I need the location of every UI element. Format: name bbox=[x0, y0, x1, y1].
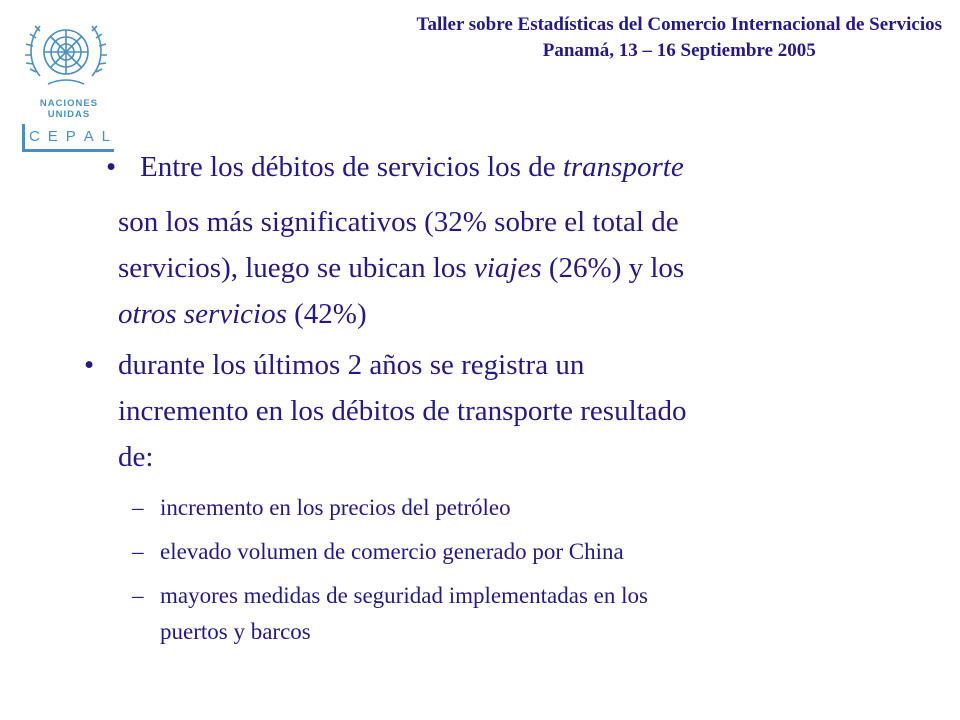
bullet-2-line-2: incremento en los débitos de transporte resultado bbox=[118, 395, 687, 427]
bullet-1-text: servicios), luego se ubican los bbox=[118, 252, 474, 284]
bullet-1-text: (26%) y los bbox=[541, 252, 685, 284]
sub-item-2-dash: – bbox=[132, 539, 144, 564]
acronym-letter: E bbox=[47, 128, 58, 145]
header-subtitle: Panamá, 13 – 16 Septiembre 2005 bbox=[542, 40, 816, 61]
bullet-1-marker: • bbox=[106, 151, 117, 183]
bullet-2-line-3: de: bbox=[118, 441, 154, 473]
otros-servicios-term: otros servicios bbox=[118, 298, 287, 330]
sub-item-3-line-2: puertos y barcos bbox=[160, 619, 311, 644]
sub-item-3-line-1: mayores medidas de seguridad implementadas en los bbox=[160, 583, 648, 608]
bullet-1-line-2: son los más significativos (32% sobre el total de bbox=[118, 206, 679, 238]
sub-item-3-dash: – bbox=[132, 583, 144, 608]
header-title: Taller sobre Estadísticas del Comercio Internacional de Servicios bbox=[416, 14, 942, 35]
bullet-1-line-3 bbox=[118, 247, 684, 290]
bullet-2-marker: • bbox=[84, 349, 95, 381]
viajes-term: viajes bbox=[473, 252, 542, 284]
acronym-letter: A bbox=[83, 128, 94, 145]
bullet-1-text: Entre los débitos de servicios los de bbox=[140, 151, 563, 183]
bullet-2-line-1: durante los últimos 2 años se registra un bbox=[118, 349, 585, 381]
sub-item-1: incremento en los precios del petróleo bbox=[160, 495, 511, 520]
transporte-term: transporte bbox=[562, 151, 684, 183]
sub-item-1-dash: – bbox=[132, 495, 144, 520]
acronym-letter: L bbox=[101, 128, 110, 145]
bullet-1-text: (42%) bbox=[286, 298, 367, 330]
org-name: NACIONES UNIDAS bbox=[39, 98, 99, 120]
bullet-1-line-4 bbox=[118, 293, 367, 336]
acronym-letter: C bbox=[29, 128, 40, 145]
sub-item-2: elevado volumen de comercio generado por China bbox=[160, 539, 624, 564]
bullet-1-line-1 bbox=[140, 146, 684, 189]
acronym-letter: P bbox=[65, 128, 76, 145]
